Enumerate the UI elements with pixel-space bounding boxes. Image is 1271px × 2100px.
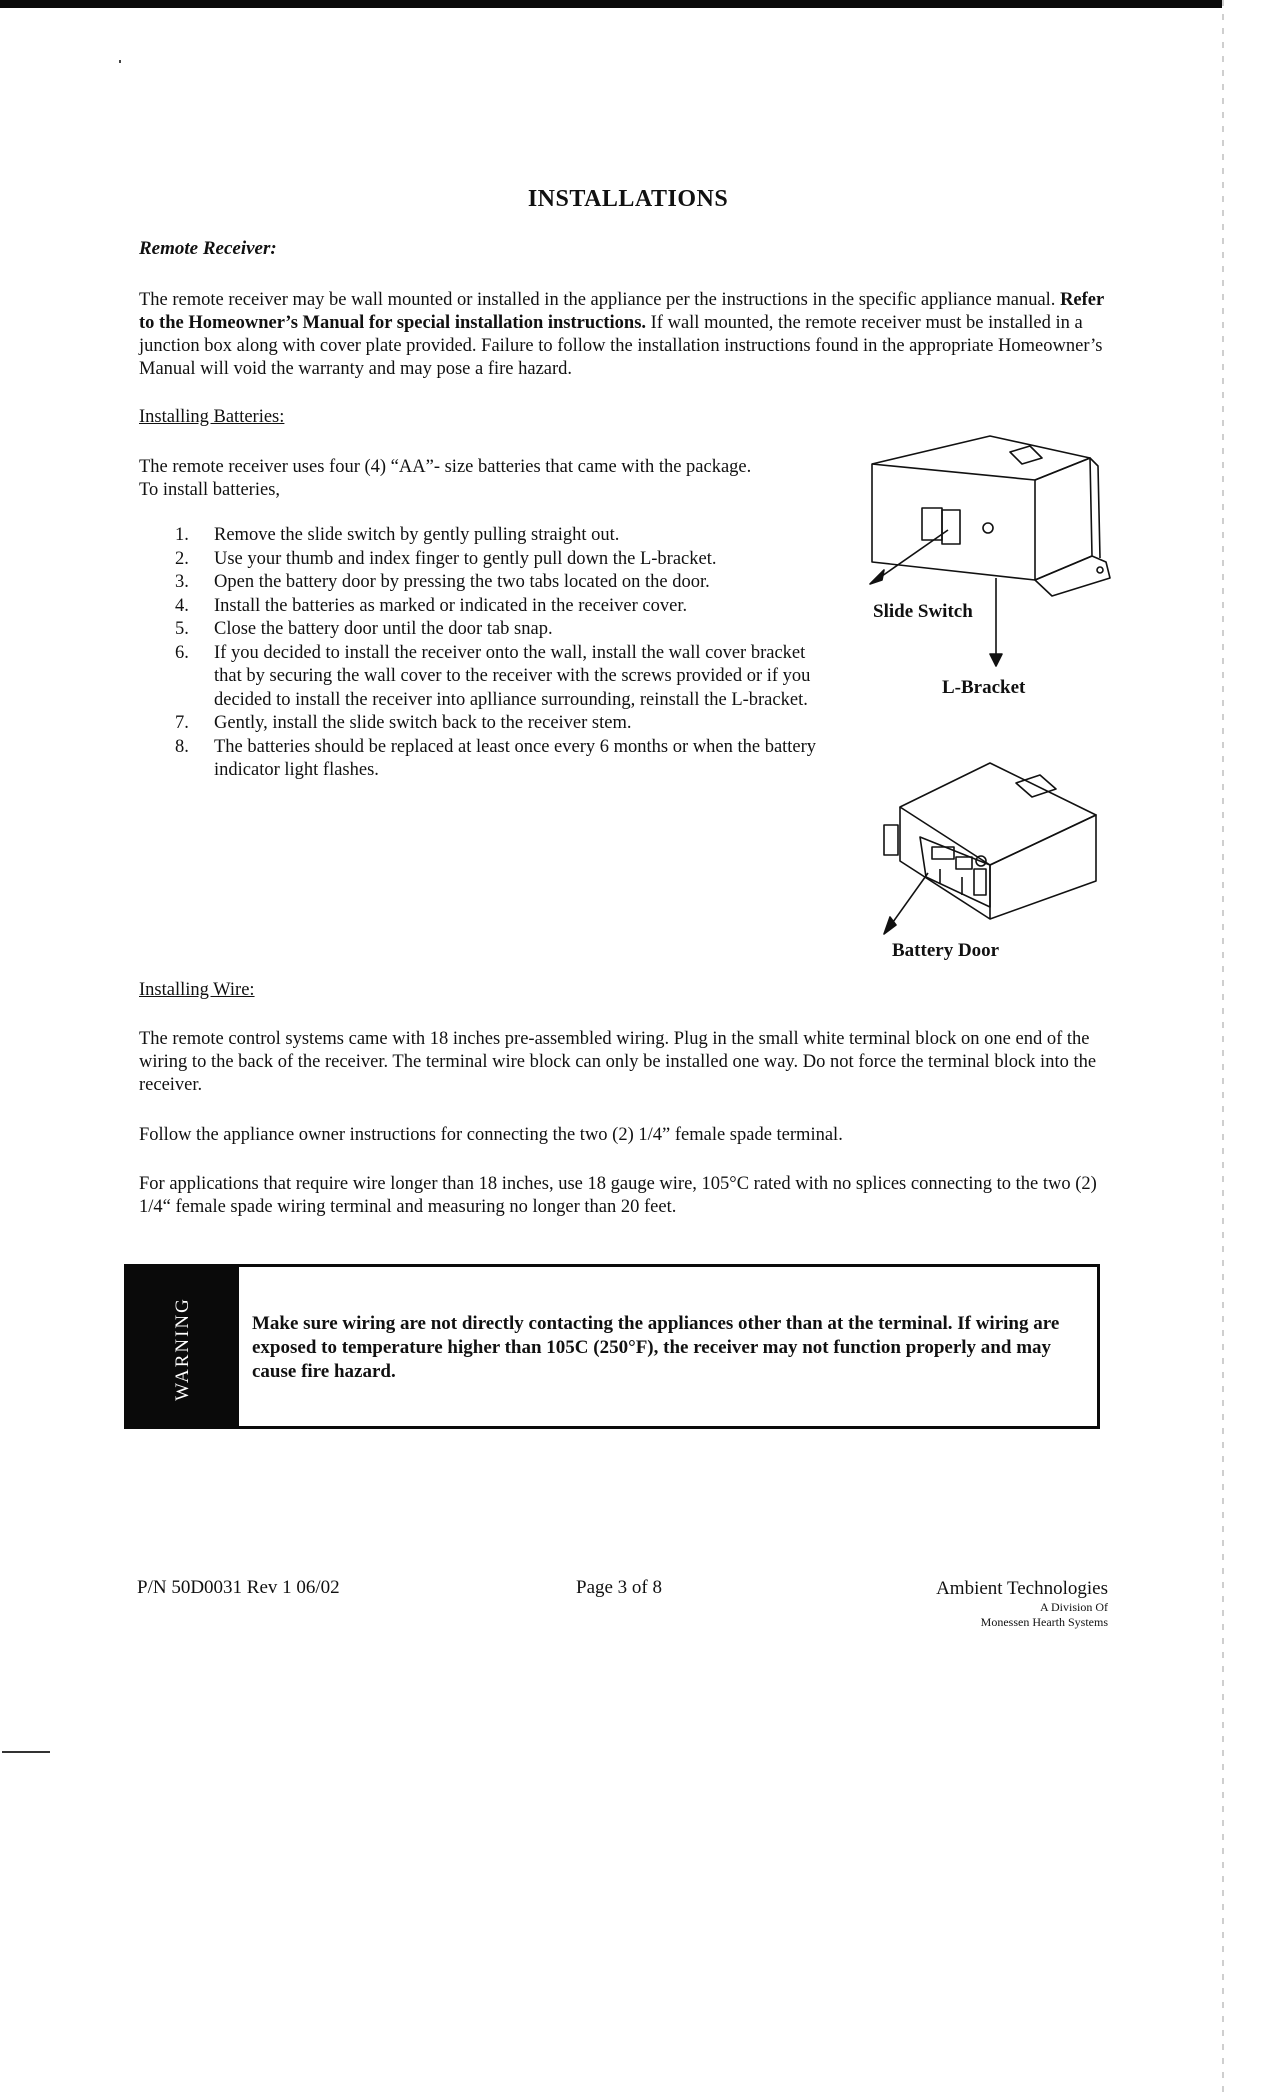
remote-receiver-heading: Remote Receiver: <box>139 238 277 259</box>
part-number: P/N 50D0031 Rev 1 06/02 <box>137 1577 340 1598</box>
battery-steps-list <box>139 524 829 783</box>
batteries-intro: The remote receiver uses four (4) “AA”- size batteries that came with the package. To install batteries, <box>139 457 752 500</box>
remote-receiver-text-start: The remote receiver may be wall mounted or installed in the appliance per the instructions in the specific appliance manual. <box>139 290 1061 310</box>
warning-text: Make sure wiring are not directly contacting the appliances other than at the terminal. If wiring are exposed to temperature higher than 105C (250°F), the receiver may not function properly and may cause fire hazard. <box>252 1313 1060 1382</box>
list-item: 5. Close the battery door until the door tab snap. <box>175 619 553 639</box>
l-bracket-label: L-Bracket <box>942 677 1026 698</box>
scan-top-border <box>0 0 1222 8</box>
scan-mark <box>2 1751 50 1753</box>
page-number: Page 3 of 8 <box>576 1577 663 1598</box>
company-name: Ambient Technologies <box>936 1578 1108 1599</box>
remote-receiver-paragraph <box>139 289 1109 381</box>
installing-batteries-heading: Installing Batteries: <box>139 407 285 427</box>
scan-speck <box>119 60 121 63</box>
list-item: 1. Remove the slide switch by gently pulling straight out. <box>175 525 620 545</box>
parent-company: Monessen Hearth Systems <box>980 1615 1108 1629</box>
scan-right-edge <box>1222 0 1224 2100</box>
page-title: INSTALLATIONS <box>527 186 729 212</box>
list-item: 6. If you decided to install the receiver onto the wall, install the wall cover bracket that by securing the wall cover to the receiver with the screws provided or if you decided to install the receiver into aplliance surrounding, reinstall the L-bracket. <box>175 642 811 710</box>
company-division: A Division Of <box>1039 1600 1108 1614</box>
remote-receiver-text-end: If wall mounted, the remote receiver must be installed in a junction box along with cover plate provided. Failure to follow the installation instructions found in the appropriate Homeowner’s Manual will void the warranty and may pose a fire hazard. <box>139 313 1103 379</box>
list-item: 7. Gently, install the slide switch back to the receiver stem. <box>175 713 632 733</box>
footer-company <box>850 1578 1108 1630</box>
list-item: 2. Use your thumb and index finger to gently pull down the L-bracket. <box>175 548 717 569</box>
slide-switch-label: Slide Switch <box>873 601 973 622</box>
list-item: 8. The batteries should be replaced at least once every 6 months or when the battery indicator light flashes. <box>175 736 817 780</box>
list-item: 3. Open the battery door by pressing the two tabs located on the door. <box>175 572 710 592</box>
wire-paragraph-2: Follow the appliance owner instructions for connecting the two (2) 1/4” female spade terminal. <box>139 1125 843 1145</box>
installing-wire-heading: Installing Wire: <box>139 980 255 1000</box>
receiver-slide-switch-diagram <box>860 430 1120 670</box>
battery-door-label: Battery Door <box>892 940 1000 961</box>
warning-label: WARNING <box>172 1297 193 1401</box>
homeowner-manual-note: Refer to the Homeowner’s Manual for special installation instructions. <box>139 290 1104 333</box>
receiver-battery-door-diagram <box>870 757 1100 937</box>
wire-paragraph-3: For applications that require wire longer than 18 inches, use 18 gauge wire, 105°C rated with no splices connecting to the two (2) 1/4“ female spade wiring terminal and measuring no longer than 20 feet. <box>139 1174 1097 1217</box>
warning-box <box>124 1264 1100 1429</box>
list-item: 4. Install the batteries as marked or indicated in the receiver cover. <box>175 595 688 616</box>
wire-paragraph-1: The remote control systems came with 18 inches pre-assembled wiring. Plug in the small white terminal block on one end of the wiring to the back of the receiver. The terminal wire block can only be installed one way. Do not force the terminal block into the receiver. <box>139 1029 1097 1095</box>
warning-sidebar <box>127 1267 239 1426</box>
